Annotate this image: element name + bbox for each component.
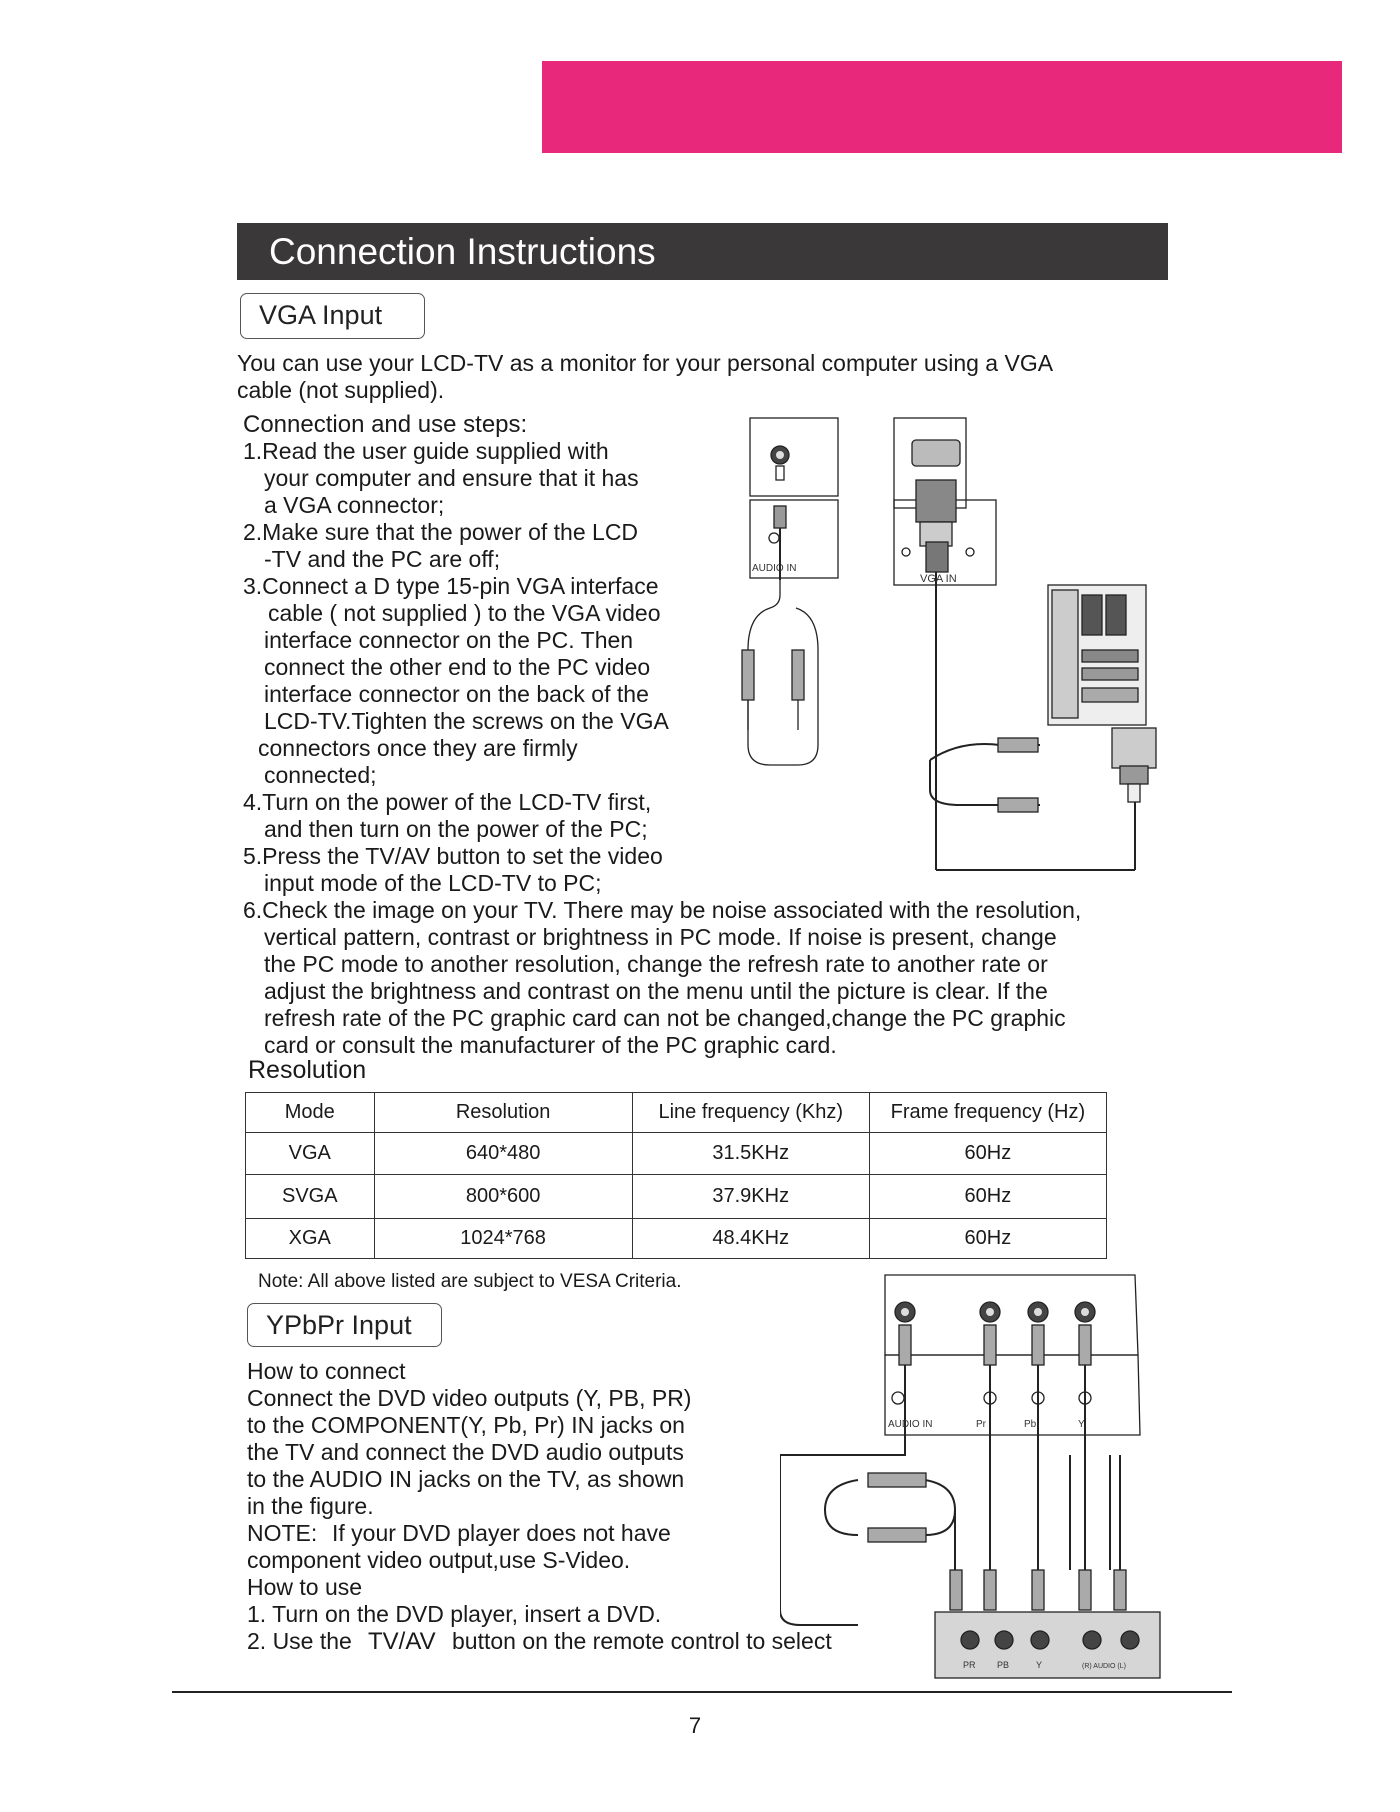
vga-intro-line-1: You can use your LCD-TV as a monitor for your personal computer using a VGA — [237, 350, 1054, 376]
connect-line: to the AUDIO IN jacks on the TV, as shown — [247, 1466, 685, 1492]
vga-intro-line-2: cable (not supplied). — [237, 377, 445, 403]
table-header-cell: Resolution — [374, 1093, 632, 1133]
footer-rule — [172, 1691, 1232, 1693]
table-cell: 640*480 — [374, 1133, 632, 1175]
table-cell: SVGA — [246, 1175, 375, 1219]
resolution-table — [245, 1092, 1107, 1259]
y-label: Y — [1078, 1419, 1085, 1430]
audio-in-label: AUDIO IN — [752, 563, 797, 574]
dvd-pr-label: PR — [963, 1660, 976, 1670]
table-header-row — [246, 1093, 1107, 1133]
ypbpr-input-heading: YPbPr Input — [247, 1303, 442, 1347]
step-line: interface connector on the PC. Then — [264, 627, 634, 653]
table-cell: 37.9KHz — [632, 1175, 869, 1219]
table-row — [246, 1175, 1107, 1219]
ypbpr-connection-diagram — [780, 1270, 1170, 1685]
step-line: 6.Check the image on your TV. There may be noise associated with the resolution, — [243, 897, 1082, 923]
step-line: refresh rate of the PC graphic card can not be changed,change the PC graphic — [264, 1005, 1066, 1031]
table-cell: 60Hz — [869, 1133, 1106, 1175]
connect-line: to the COMPONENT(Y, Pb, Pr) IN jacks on — [247, 1412, 685, 1438]
step-line: 4.Turn on the power of the LCD-TV first, — [243, 789, 652, 815]
step-line: input mode of the LCD-TV to PC; — [264, 870, 602, 896]
connect-line: Connect the DVD video outputs (Y, PB, PR) — [247, 1385, 692, 1411]
table-cell: 800*600 — [374, 1175, 632, 1219]
table-cell: 48.4KHz — [632, 1219, 869, 1259]
table-cell: XGA — [246, 1219, 375, 1259]
steps-title: Connection and use steps: — [243, 411, 528, 438]
vga-in-label: VGA IN — [920, 573, 957, 585]
dvd-audio-label: (R) AUDIO (L) — [1082, 1663, 1126, 1670]
page-number: 7 — [688, 1713, 702, 1738]
step-line: and then turn on the power of the PC; — [264, 816, 648, 842]
step-line: LCD-TV.Tighten the screws on the VGA — [264, 708, 669, 734]
vga-input-heading: VGA Input — [240, 293, 425, 339]
use-line-tail: button on the remote control to select — [452, 1628, 832, 1654]
table-cell: 60Hz — [869, 1175, 1106, 1219]
table-header-cell: Mode — [246, 1093, 375, 1133]
step-line: your computer and ensure that it has — [264, 465, 639, 491]
note-label: NOTE: — [247, 1520, 318, 1546]
step-line: 5.Press the TV/AV button to set the video — [243, 843, 663, 869]
header-accent-bar — [542, 61, 1342, 153]
vesa-note: Note: All above listed are subject to VESA Criteria. — [258, 1271, 682, 1292]
vga-connection-diagram — [740, 410, 1180, 890]
table-cell: VGA — [246, 1133, 375, 1175]
step-line: 2.Make sure that the power of the LCD — [243, 519, 639, 545]
table-cell: 60Hz — [869, 1219, 1106, 1259]
dvd-pb-label: PB — [997, 1660, 1010, 1670]
use-line: 1. Turn on the DVD player, insert a DVD. — [247, 1601, 662, 1627]
step-line: connected; — [264, 762, 377, 788]
connect-line: the TV and connect the DVD audio outputs — [247, 1439, 684, 1465]
step-line: connect the other end to the PC video — [264, 654, 651, 680]
step-line: 3.Connect a D type 15-pin VGA interface — [243, 573, 659, 599]
table-header-cell: Line frequency (Khz) — [632, 1093, 869, 1133]
table-row — [246, 1219, 1107, 1259]
step-line: cable ( not supplied ) to the VGA video — [268, 600, 661, 626]
step-line: 1.Read the user guide supplied with — [243, 438, 609, 464]
table-row — [246, 1133, 1107, 1175]
step-line: a VGA connector; — [264, 492, 445, 518]
dvd-y-label: Y — [1036, 1660, 1043, 1670]
step-line: interface connector on the back of the — [264, 681, 649, 707]
note-line: component video output,use S-Video. — [247, 1547, 631, 1573]
step-line: adjust the brightness and contrast on the menu until the picture is clear. If the — [264, 978, 1048, 1004]
table-header-cell: Frame frequency (Hz) — [869, 1093, 1106, 1133]
use-line: 2. Use the — [247, 1628, 352, 1654]
how-to-connect-title: How to connect — [247, 1358, 406, 1384]
step-line: card or consult the manufacturer of the PC graphic card. — [264, 1032, 837, 1058]
how-to-use-title: How to use — [247, 1574, 363, 1600]
tv-audio-panel — [750, 418, 838, 496]
pb-label: Pb — [1024, 1419, 1037, 1430]
step-line: vertical pattern, contrast or brightness in PC mode. If noise is present, change — [264, 924, 1057, 950]
step-line: the PC mode to another resolution, change the refresh rate to another rate or — [264, 951, 1048, 977]
table-cell: 31.5KHz — [632, 1133, 869, 1175]
tvav-label: TV/AV — [368, 1628, 436, 1655]
pr-label: Pr — [976, 1419, 986, 1430]
resolution-title: Resolution — [248, 1056, 367, 1084]
table-cell: 1024*768 — [374, 1219, 632, 1259]
tv-component-panel — [885, 1275, 1138, 1355]
connect-line: in the figure. — [247, 1493, 374, 1519]
section-title: Connection Instructions — [237, 223, 1168, 280]
ypbpr-audio-in-label: AUDIO IN — [888, 1419, 933, 1430]
step-line: connectors once they are firmly — [258, 735, 578, 761]
note-line: If your DVD player does not have — [332, 1520, 671, 1546]
step-line: -TV and the PC are off; — [264, 546, 501, 572]
